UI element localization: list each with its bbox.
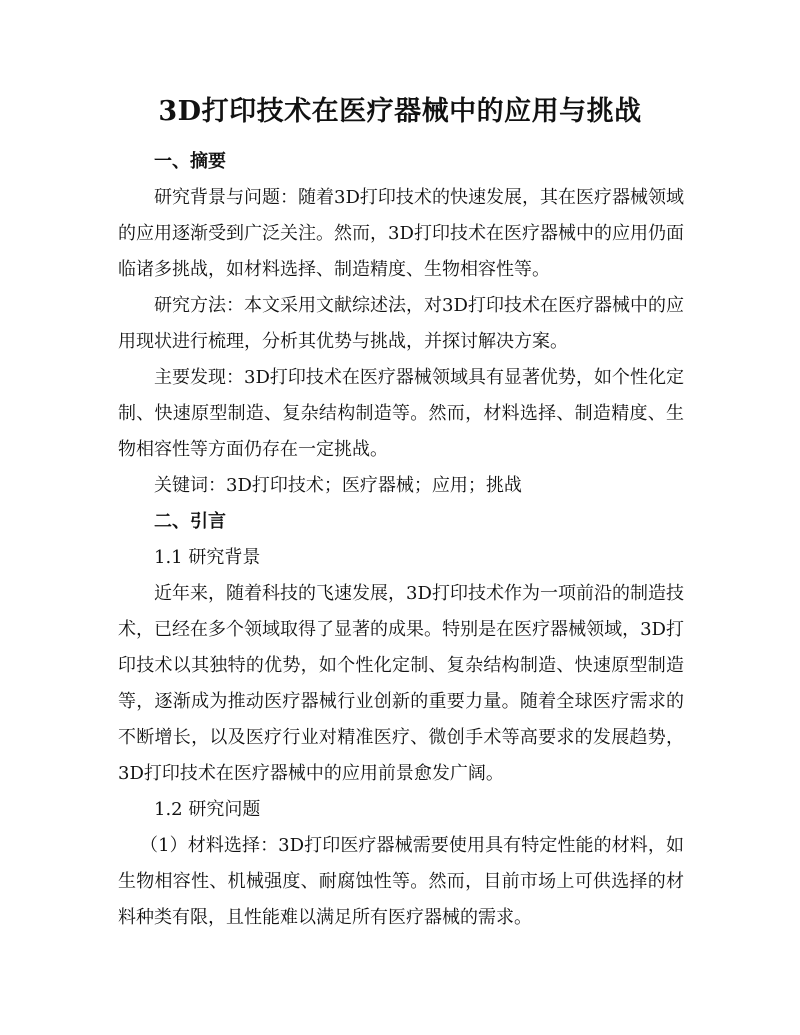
abstract-heading: 一、摘要 [154, 151, 226, 172]
introduction-heading: 二、引言 [154, 511, 226, 532]
section-1-1-heading: 1.1 研究背景 [154, 547, 261, 568]
abstract-methods-paragraph: 研究方法：本文采用文献综述法，对3D打印技术在医疗器械中的应用现状进行梳理，分析其优势与挑战，并探讨解决方案。 [118, 295, 684, 352]
document-title: 3D打印技术在医疗器械中的应用与挑战 [158, 96, 642, 127]
abstract-background-paragraph: 研究背景与问题：随着3D打印技术的快速发展，其在医疗器械领域的应用逐渐受到广泛关注。然而，3D打印技术在医疗器械中的应用仍面临诸多挑战，如材料选择、制造精度、生物相容性等。 [118, 187, 684, 280]
research-background-paragraph: 近年来，随着科技的飞速发展，3D打印技术作为一项前沿的制造技术，已经在多个领域取得了显著的成果。特别是在医疗器械领域，3D打印技术以其独特的优势，如个性化定制、复杂结构制造、快速原型制造等，逐渐成为推动医疗器械行业创新的重要力量。随着全球医疗需求的不断增长，以及医疗行业对精准医疗、微创手术等高要求的发展趋势，3D打印技术在医疗器械中的应用前景愈发广阔。 [118, 583, 684, 784]
keywords-line: 关键词：3D打印技术；医疗器械；应用；挑战 [154, 475, 522, 496]
document-body [118, 144, 684, 936]
section-1-2-heading: 1.2 研究问题 [154, 799, 261, 820]
abstract-findings-paragraph: 主要发现：3D打印技术在医疗器械领域具有显著优势，如个性化定制、快速原型制造、复杂结构制造等。然而，材料选择、制造精度、生物相容性等方面仍存在一定挑战。 [118, 367, 684, 460]
research-problem-material-paragraph: （1）材料选择：3D打印医疗器械需要使用具有特定性能的材料，如生物相容性、机械强度、耐腐蚀性等。然而，目前市场上可供选择的材料种类有限，且性能难以满足所有医疗器械的需求。 [118, 835, 684, 928]
